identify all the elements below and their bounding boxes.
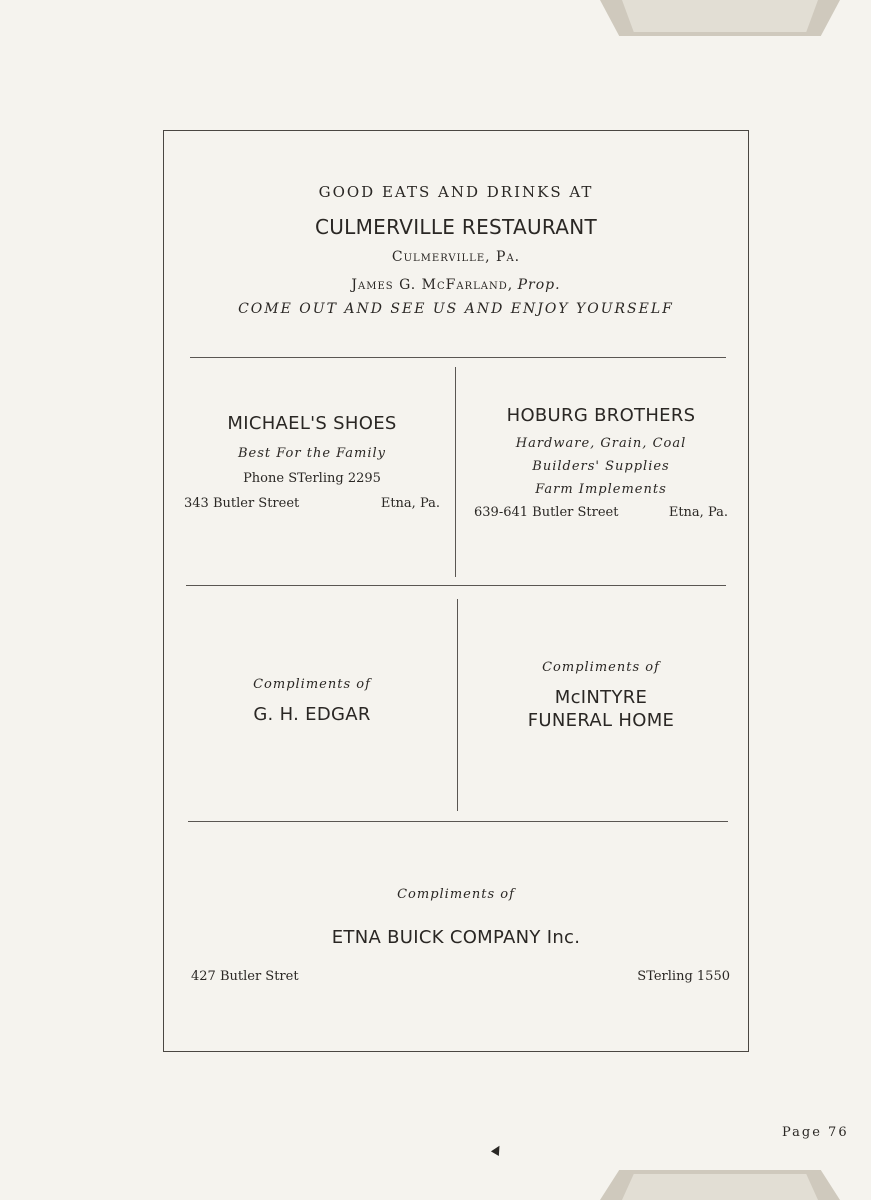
divider-vertical-2	[457, 599, 458, 811]
advertisement-frame	[163, 130, 749, 1052]
hoburg-line3: Farm Implements	[535, 482, 667, 497]
michaels-tagline: Best For the Family	[237, 446, 387, 461]
michaels-phone: Phone STerling 2295	[243, 471, 381, 486]
mcintyre-name-line2: FUNERAL HOME	[527, 710, 675, 731]
culmerville-proprietor: James G. McFarland,	[351, 277, 514, 293]
hoburg-name: HOBURG BROTHERS	[506, 405, 696, 426]
hoburg-line1: Hardware, Grain, Coal	[515, 436, 687, 451]
michaels-address-row	[184, 496, 440, 511]
etna-buick-address: 427 Butler Stret	[191, 969, 299, 984]
michaels-shoes-ad	[184, 413, 440, 511]
mcintyre-name-line1: McINTYRE	[554, 687, 648, 708]
culmerville-location: Culmerville, Pa.	[391, 249, 521, 265]
hoburg-line2: Builders' Supplies	[532, 459, 670, 474]
edgar-compliments: Compliments of	[253, 677, 371, 692]
etna-buick-phone: STerling 1550	[637, 969, 730, 984]
divider-vertical-1	[455, 367, 456, 577]
ink-mark: ▲	[490, 1140, 506, 1158]
page-tab-bottom	[600, 1170, 840, 1200]
edgar-name: G. H. EDGAR	[253, 704, 371, 725]
page-tab-top	[600, 0, 840, 36]
michaels-address: 343 Butler Street	[184, 496, 300, 511]
divider-middle	[186, 585, 726, 586]
hoburg-address: 639-641 Butler Street	[474, 505, 619, 520]
michaels-city: Etna, Pa.	[380, 496, 440, 511]
mcintyre-ad	[474, 660, 728, 731]
divider-top	[190, 357, 726, 358]
culmerville-proprietor-line	[164, 277, 748, 293]
culmerville-intro: GOOD EATS AND DRINKS AT	[318, 183, 594, 201]
divider-bottom	[188, 821, 728, 822]
hoburg-city: Etna, Pa.	[668, 505, 728, 520]
culmerville-name: CULMERVILLE RESTAURANT	[314, 215, 598, 239]
hoburg-brothers-ad	[474, 405, 728, 520]
culmerville-slogan: COME OUT AND SEE US AND ENJOY YOURSELF	[238, 301, 674, 317]
edgar-ad	[184, 677, 440, 725]
etna-buick-address-row	[191, 969, 730, 984]
michaels-name: MICHAEL'S SHOES	[227, 413, 397, 434]
culmerville-proprietor-role: Prop.	[517, 277, 561, 293]
etna-buick-name: ETNA BUICK COMPANY Inc.	[331, 927, 581, 948]
mcintyre-compliments: Compliments of	[542, 660, 660, 675]
hoburg-address-row	[474, 505, 728, 520]
etna-buick-compliments: Compliments of	[397, 887, 515, 902]
page-number: Page 76	[782, 1125, 849, 1140]
